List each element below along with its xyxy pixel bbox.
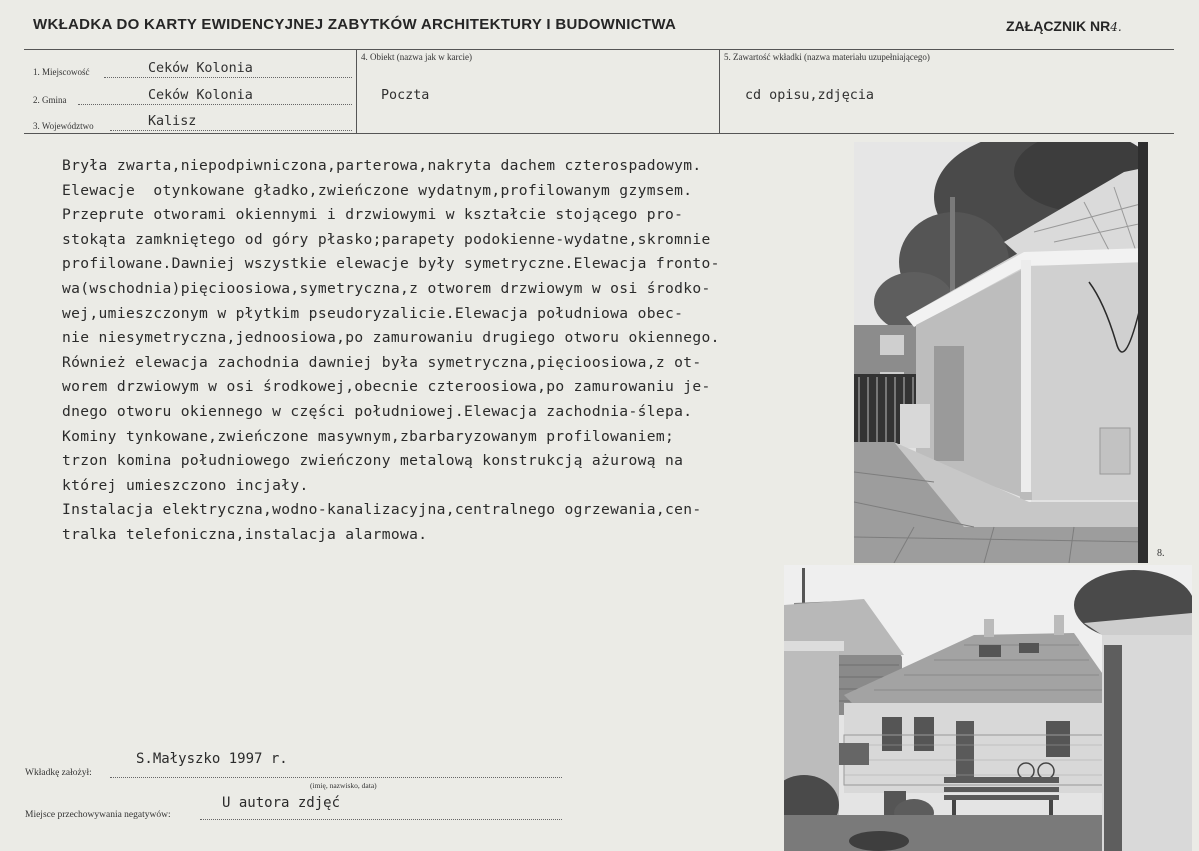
photo-post-office-courtyard: [784, 565, 1192, 851]
description-line: dnego otworu okiennego w części południowej.Elewacja zachodnia-ślepa.: [62, 402, 693, 420]
form-divider-1: [356, 49, 357, 133]
field-label-gmina: 2. Gmina: [33, 95, 67, 105]
card-title: WKŁADKA DO KARTY EWIDENCYJNEJ ZABYTKÓW ARCHITEKTURY I BUDOWNICTWA: [33, 16, 677, 33]
description-line: tralka telefoniczna,instalacja alarmowa.: [62, 525, 428, 543]
dotted-line: [78, 104, 352, 105]
dotted-line: [110, 130, 352, 131]
description-line: worem drzwiowym w osi środkowej,obecnie czteroosiowa,po zamurowaniu je-: [62, 378, 711, 396]
field-label-wojewodztwo: 3. Województwo: [33, 121, 94, 131]
description-line: wa(wschodnia)pięcioosiowa,symetryczna,z otworem drzwiowym w osi środko-: [62, 279, 711, 297]
dotted-line: [104, 77, 352, 78]
field-value-wojewodztwo: Kalisz: [148, 114, 197, 129]
description-line: wej,umieszczonym w płytkim pseudoryzalicie.Elewacja południowa obec-: [62, 304, 684, 322]
description-line: nie niesymetryczna,jednoosiowa,po zamurowaniu drugiego otworu okiennego.: [62, 329, 720, 347]
field-value-gmina: Ceków Kolonia: [148, 88, 253, 103]
description-line: stokąta zamkniętego od góry płasko;parapety podokienne-wydatne,skromnie: [62, 230, 711, 248]
description-line: Elewacje otynkowane gładko,zwieńczone wydatnym,profilowanym gzymsem.: [62, 181, 693, 199]
description-line: której umieszczono incjały.: [62, 476, 309, 494]
description-line: Również elewacja zachodnia dawniej była symetryczna,pięcioosiowa,z ot-: [62, 353, 702, 371]
form-divider-2: [719, 49, 720, 133]
description-line: Instalacja elektryczna,wodno-kanalizacyjna,centralnego ogrzewania,cen-: [62, 501, 702, 519]
attachment-number: [1006, 18, 1122, 34]
field-label-obiekt: 4. Obiekt (nazwa jak w karcie): [361, 52, 472, 62]
field-value-zawartosc: cd opisu,zdjęcia: [745, 88, 874, 103]
attachment-number-value: 4.: [1110, 20, 1122, 34]
description-text: [62, 154, 720, 548]
description-line: Bryła zwarta,niepodpiwniczona,parterowa,nakryta dachem czterospadowym.: [62, 157, 702, 174]
dotted-line: [200, 819, 562, 820]
field-label-miejscowosc: 1. Miejscowość: [33, 67, 90, 77]
field-value-miejscowosc: Ceków Kolonia: [148, 61, 253, 76]
description-line: Przeprute otworami okiennymi i drzwiowymi w kształcie stojącego pro-: [62, 206, 684, 224]
photo-number: 8.: [1157, 548, 1165, 559]
form-top-rule: [24, 49, 1174, 50]
storage-value: U autora zdjęć: [222, 795, 341, 811]
author-label: Wkładkę założył:: [25, 768, 92, 778]
description-line: trzon komina południowego zwieńczony metalową konstrukcją ażurową na: [62, 452, 684, 470]
dotted-line: [110, 777, 562, 778]
photo-post-office-side: [854, 142, 1148, 563]
field-label-zawartosc: 5. Zawartość wkładki (nazwa materiału uzupełniającego): [724, 52, 930, 62]
author-value: S.Małyszko 1997 r.: [136, 751, 288, 767]
storage-label: Miejsce przechowywania negatywów:: [25, 810, 171, 820]
attachment-label: ZAŁĄCZNIK NR: [1006, 18, 1111, 34]
description-line: profilowane.Dawniej wszystkie elewacje były symetryczne.Elewacja fronto-: [62, 255, 720, 273]
form-bottom-rule: [24, 133, 1174, 134]
author-hint: (imię, nazwisko, data): [310, 781, 377, 790]
description-line: Kominy tynkowane,zwieńczone masywnym,zbarbaryzowanym profilowaniem;: [62, 427, 675, 445]
field-value-obiekt: Poczta: [381, 88, 430, 103]
